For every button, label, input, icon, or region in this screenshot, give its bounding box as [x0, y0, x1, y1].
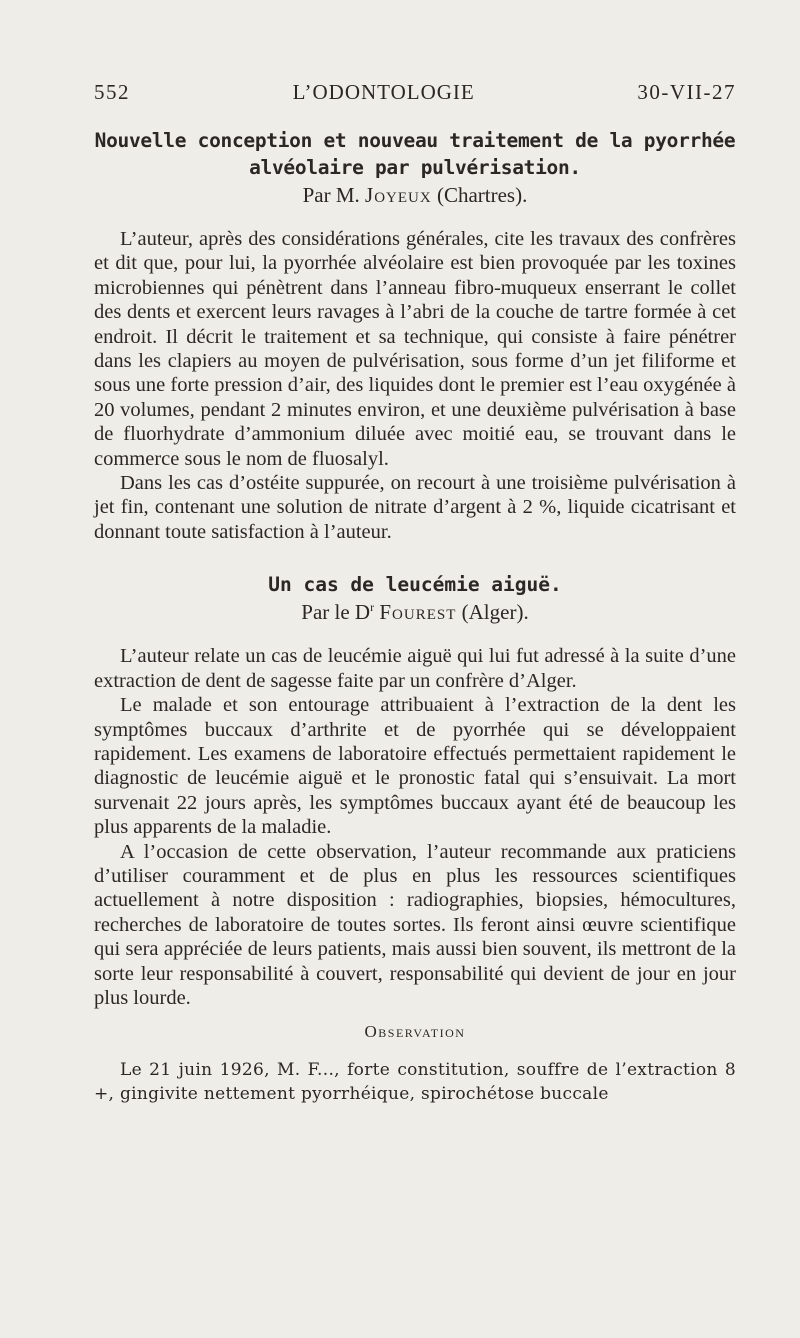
article-title-line1: Nouvelle conception et nouveau traitement de la pyorrhée — [94, 129, 736, 152]
author-location: (Alger). — [461, 600, 529, 625]
article-title: Un cas de leucémie aiguë. — [268, 573, 562, 597]
observation-text: Le 21 juin 1926, M. F..., forte constitution, souffre de l’extraction 8 +, gingivite nettement pyorrhéique, spirochétose buccale — [94, 1060, 736, 1105]
article-title — [94, 127, 736, 181]
byline-prefix: Par M. — [302, 183, 360, 207]
article-byline — [94, 598, 736, 626]
page-number: 552 — [94, 80, 130, 104]
running-header — [94, 80, 736, 105]
paragraph: A l’occasion de cette observation, l’auteur recommande aux praticiens d’utiliser couramment et de plus en plus les ressources scientifiques actuellement à notre disposition : radiographies, biopsies, hémocultures, recherches de laboratoire de toutes sortes. Ils feront ainsi œuvre scientifique qui sera appréciée de leurs patients, mais aussi bien souvent, ils mettront de la sorte leur responsabilité à couvert, responsabilité qui devient de jour en jour plus lourde. — [94, 840, 736, 1009]
paragraph: Le malade et son entourage attribuaient à l’extraction de la dent les symptômes buccaux d’arthrite et de pyorrhée qui se développaient rapidement. Les examens de laboratoire effectués permettaient rapidement le diagnostic de leucémie aiguë et le pronostic fatal qui s’ensuivait. La mort survenait 22 jours après, les symptômes buccaux ayant été de beaucoup les plus apparents de la maladie. — [94, 694, 736, 839]
author-name: Fourest — [379, 600, 457, 625]
byline-superscript: r — [370, 600, 375, 615]
article-leucemie — [94, 572, 736, 1106]
journal-title: L’ODONTOLOGIE — [292, 80, 475, 104]
author-location: (Chartres). — [436, 183, 528, 207]
article-body — [94, 644, 736, 1010]
observation-heading: Observation — [364, 1022, 466, 1042]
article-title-line2: alvéolaire par pulvérisation. — [249, 156, 581, 179]
issue-date: 30-VII-27 — [637, 80, 736, 104]
byline-prefix: Par le D — [301, 600, 371, 625]
article-body — [94, 227, 736, 544]
author-name: Joyeux — [365, 183, 432, 207]
article-byline — [94, 181, 736, 209]
paragraph: L’auteur, après des considérations générales, cite les travaux des confrères et dit que, pour lui, la pyorrhée alvéolaire est bien provoquée par les toxines microbiennes qui pénètrent dans l’anneau fibro-muqueux enserrant le collet des dents et exercent leurs ravages à l’abri de la couche de tartre formée à cet endroit. Il décrit le traitement et sa technique, qui consiste à faire pénétrer dans les clapiers au moyen de pulvérisation, sous forme d’un jet filiforme et sous une forte pression d’air, des liquides dont le premier est l’eau oxygénée à 20 volumes, pendant 2 minutes environ, et une deuxième pulvérisation à base de fluorhydrate d’ammonium diluée avec moitié eau, se trouvant dans le commerce sous le nom de fluosalyl. — [94, 228, 736, 470]
paragraph: Dans les cas d’ostéite suppurée, on recourt à une troisième pulvérisation à jet fin, contenant une solution de nitrate d’argent à 2 %, liquide cicatrisant et donnant toute satisfaction à l’auteur. — [94, 472, 736, 543]
article-pyorrhee — [94, 127, 736, 544]
paragraph: L’auteur relate un cas de leucémie aiguë qui lui fut adressé à la suite d’une extraction de dent de sagesse faite par un confrère d’Alger. — [94, 645, 736, 692]
observation-section — [94, 1058, 736, 1106]
